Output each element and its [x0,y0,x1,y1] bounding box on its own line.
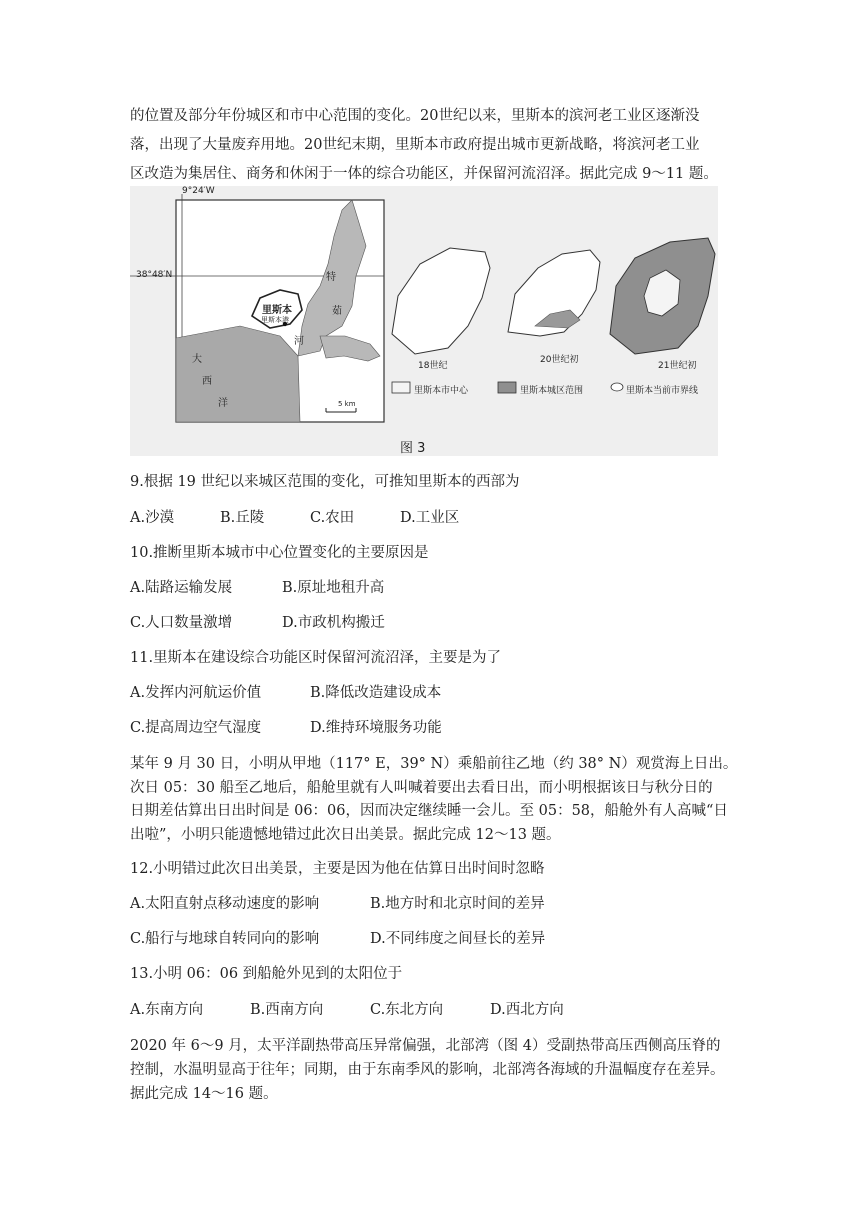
option-d[interactable]: D.不同纬度之间昼长的差异 [370,931,546,947]
legend-center-swatch [392,382,410,393]
option-d[interactable]: D.维持环境服务功能 [310,720,442,736]
period-label-21st: 21世纪初 [658,361,697,371]
option-b[interactable]: B.西南方向 [250,1002,324,1018]
river-label-2: 茹 [332,306,342,317]
intro-line: 区改造为集居住、商务和休闲于一体的综合功能区，并保留河流沼泽。据此完成 9～11 题。 [130,166,718,182]
question-stem: 9.根据 19 世纪以来城区范围的变化，可推知里斯本的西部为 [130,474,520,490]
ocean-area [176,326,300,422]
city-label: 里斯本 [262,305,292,316]
ocean-label-1: 大 [192,354,202,365]
longitude-label: 9°24′W [182,186,215,196]
passage-line: 某年 9 月 30 日，小明从甲地（117° E，39° N）乘船前往乙地（约 38° N）观赏海上日出。 [130,756,738,772]
passage-line: 日期差估算出日出时间是 06：06，因而决定继续睡一会儿。至 05：58，船舱外有人高喊“日 [130,803,728,819]
option-a[interactable]: A.陆路运输发展 [130,580,233,596]
option-d[interactable]: D.工业区 [400,510,460,526]
latitude-label: 38°48′N [136,270,173,280]
option-b[interactable]: B.原址地租升高 [282,580,385,596]
period-label-18th: 18世纪 [418,361,448,371]
intro-line: 的位置及部分年份城区和市中心范围的变化。20世纪以来，里斯本的滨河老工业区逐渐没 [130,108,700,124]
option-c[interactable]: C.船行与地球自转同向的影响 [130,931,320,947]
option-c[interactable]: C.东北方向 [370,1002,444,1018]
option-a[interactable]: A.沙漠 [130,510,175,526]
river-label-3: 河 [294,336,304,347]
question-stem: 10.推断里斯本城市中心位置变化的主要原因是 [130,545,429,561]
panel-18th-century [392,248,490,354]
river-label-1: 特 [326,272,336,283]
legend-boundary-label: 里斯本当前市界线 [626,386,699,396]
option-c[interactable]: C.提高周边空气湿度 [130,720,262,736]
passage-line: 次日 05：30 船至乙地后，船舱里就有人叫喊着要出去看日出，而小明根据该日与秋分日的 [130,780,713,796]
ocean-label-2: 西 [202,376,212,387]
passage-line: 据此完成 14～16 题。 [130,1086,278,1102]
ocean-label-3: 洋 [218,398,228,409]
option-c[interactable]: C.农田 [310,510,355,526]
option-d[interactable]: D.西北方向 [490,1002,564,1018]
option-a[interactable]: A.发挥内河航运价值 [130,685,262,701]
figure-caption: 图 3 [400,441,426,456]
legend-city-label: 里斯本城区范围 [520,386,584,396]
port-label: 里斯本港 [261,316,289,324]
legend-center-label: 里斯本市中心 [414,386,469,396]
legend-boundary-swatch [611,383,623,391]
passage-line: 出啦”，小明只能遗憾地错过此次日出美景。据此完成 12～13 题。 [130,827,561,843]
scale-label: 5 km [338,400,356,408]
figure-3-drawing [130,186,718,456]
option-d[interactable]: D.市政机构搬迁 [282,615,385,631]
option-c[interactable]: C.人口数量激增 [130,615,233,631]
question-stem: 12.小明错过此次日出美景，主要是因为他在估算日出时间时忽略 [130,861,545,877]
question-stem: 11.里斯本在建设综合功能区时保留河流沼泽，主要是为了 [130,650,502,666]
option-b[interactable]: B.丘陵 [220,510,265,526]
passage-line: 控制，水温明显高于往年；同期，由于东南季风的影响，北部湾各海域的升温幅度存在差异。 [130,1062,725,1078]
option-b[interactable]: B.地方时和北京时间的差异 [370,896,545,912]
option-b[interactable]: B.降低改造建设成本 [310,685,442,701]
intro-line: 落，出现了大量废弃用地。20世纪末期，里斯本市政府提出城市更新战略，将滨河老工业 [130,137,700,153]
period-label-20th: 20世纪初 [540,355,579,365]
figure-3 [130,186,718,456]
option-a[interactable]: A.东南方向 [130,1002,204,1018]
question-stem: 13.小明 06：06 到船舱外见到的太阳位于 [130,966,403,982]
passage-line: 2020 年 6～9 月，太平洋副热带高压异常偏强，北部湾（图 4）受副热带高压西侧高压脊的 [130,1038,721,1054]
option-a[interactable]: A.太阳直射点移动速度的影响 [130,896,320,912]
legend-city-swatch [498,382,516,393]
